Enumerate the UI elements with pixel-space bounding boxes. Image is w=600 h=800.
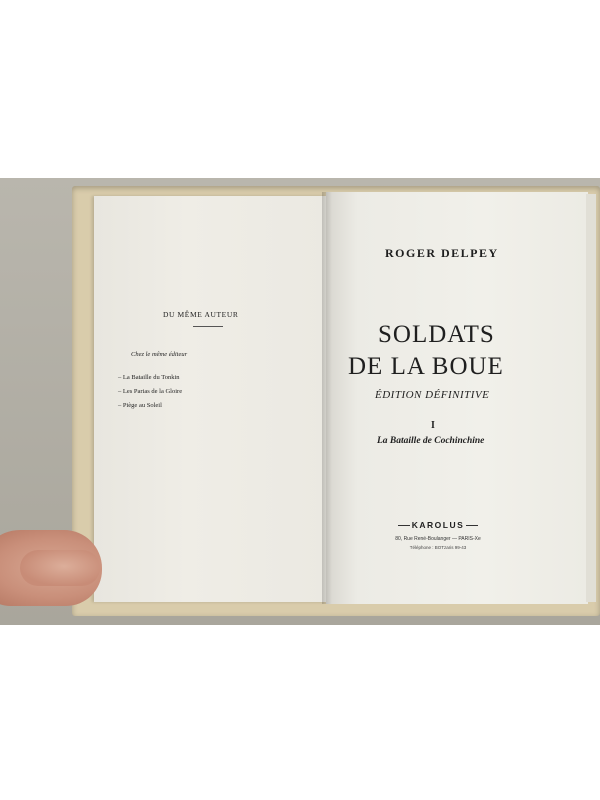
publisher-block xyxy=(376,515,500,550)
work-item: – Piège au Soleil xyxy=(118,402,162,409)
page-edges xyxy=(586,194,596,602)
editor-note: Chez le même éditeur xyxy=(131,351,188,358)
publisher-phone: Téléphone : BOTzaris 99-43 xyxy=(409,545,467,550)
book-gutter xyxy=(322,192,332,604)
work-item: – La Bataille du Tonkin xyxy=(118,374,180,381)
edition-label: ÉDITION DÉFINITIVE xyxy=(375,389,490,401)
work-item: – Les Parias de la Gloire xyxy=(118,388,183,395)
author-name: ROGER DELPEY xyxy=(385,246,499,260)
book-photo xyxy=(0,178,600,625)
book-subtitle: La Bataille de Cochinchine xyxy=(377,436,485,446)
volume-number: I xyxy=(431,420,435,431)
works-list xyxy=(118,374,182,416)
publisher-address: 80, Rue René-Boulanger — PARIS-Xe xyxy=(395,536,481,542)
other-works-heading: DU MÊME AUTEUR xyxy=(163,310,239,319)
heading-rule xyxy=(193,326,223,327)
book-title-line1: SOLDATS xyxy=(378,321,495,348)
publisher-name: KAROLUS xyxy=(398,520,479,530)
book-title-line2: DE LA BOUE xyxy=(348,353,504,380)
thumb xyxy=(20,550,100,586)
